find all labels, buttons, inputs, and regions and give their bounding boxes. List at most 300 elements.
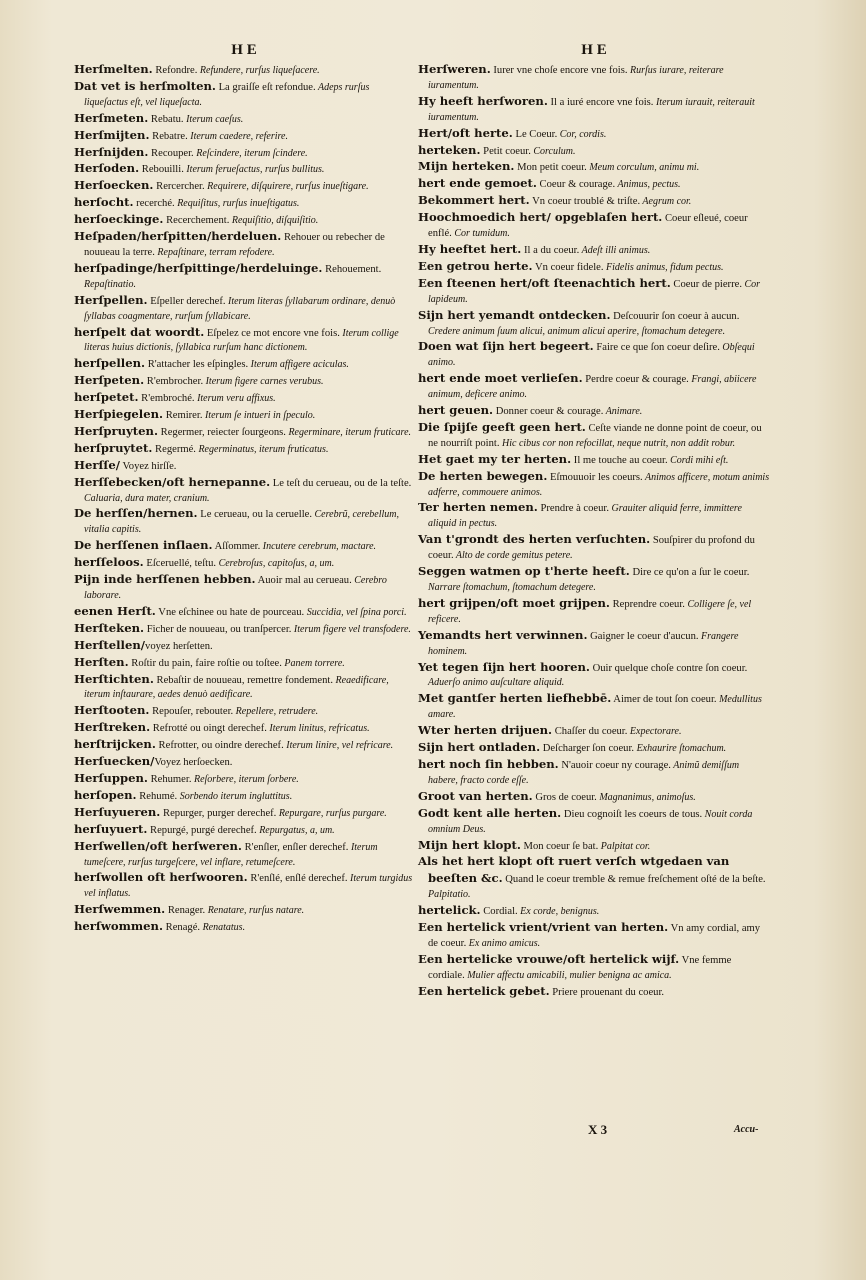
dictionary-entry: [418, 469, 770, 501]
french-gloss: Roſtir du pain, faire roſtie ou toſtee.: [128, 657, 282, 669]
dictionary-entry: [74, 390, 414, 407]
latin-gloss: Cor lapideum.: [428, 278, 761, 305]
dictionary-entry: [418, 242, 770, 259]
french-gloss: Voyez hirſſe.: [120, 460, 177, 472]
french-gloss: Coeur de pierre.: [670, 278, 742, 290]
french-gloss: Eſpeller derechef.: [147, 295, 226, 307]
latin-gloss: Animus, pectus.: [615, 179, 681, 191]
headword: De herſſenen inſlaen.: [74, 538, 213, 553]
headword: hert geuen.: [418, 403, 494, 418]
french-gloss: recerché.: [133, 198, 175, 210]
french-gloss: Vne femme cordiale.: [428, 954, 732, 981]
dictionary-entry: [418, 126, 770, 143]
headword: Een hertelick vrient/vrient van herten.: [418, 920, 669, 935]
french-gloss: voyez herſetten.: [145, 640, 213, 652]
dictionary-entry: [418, 210, 770, 242]
dictionary-entry: [418, 596, 770, 628]
french-gloss: Petit coeur.: [480, 145, 531, 157]
french-gloss: Rehouement.: [322, 263, 382, 275]
headword: Een getrou herte.: [418, 258, 533, 273]
dictionary-entry: [418, 838, 770, 855]
headword: herteken.: [418, 142, 481, 157]
french-gloss: Vne eſchinee ou hate de pourceau.: [155, 606, 305, 618]
dictionary-entry: [74, 128, 414, 145]
french-gloss: Refondre.: [152, 65, 198, 76]
dictionary-entry: [418, 452, 770, 469]
latin-gloss: Requirere, diſquirere, rurſus inueſtigare.: [204, 181, 369, 193]
latin-gloss: Meum corculum, animu mi.: [586, 162, 700, 174]
dictionary-entry: [74, 178, 414, 195]
latin-gloss: Iterum turgidus vel inflatus.: [84, 873, 413, 900]
dictionary-entry: [418, 854, 770, 903]
latin-gloss: Aegrum cor.: [640, 196, 692, 208]
french-gloss: Ouir quelque choſe contre ſon coeur.: [589, 662, 748, 674]
latin-gloss: Cerebro laborare.: [84, 575, 387, 601]
headword: Herſten.: [74, 654, 129, 669]
latin-gloss: Grauiter aliquid ferre, immittere aliquid in pectus.: [428, 503, 742, 530]
dictionary-entry: [74, 555, 414, 572]
headword: Herſpruyten.: [74, 423, 159, 438]
latin-gloss: Succidia, vel ſpina porci.: [304, 606, 407, 618]
headword: Herſſe/: [74, 457, 121, 472]
headword: Herſnijden.: [74, 144, 149, 159]
french-gloss: Reprendre coeur.: [609, 598, 685, 610]
headword: Herſſebecken/oft hernepanne.: [74, 474, 271, 489]
latin-gloss: Ex corde, benignus.: [517, 906, 600, 918]
headword: herſoeckinge.: [74, 212, 164, 227]
dictionary-entry: [74, 839, 414, 871]
french-gloss: Eſceruellé, teſtu.: [143, 558, 217, 570]
headword: Herſtichten.: [74, 671, 154, 686]
dictionary-entry: [74, 475, 414, 507]
french-gloss: Vn coeur troublé & triſte.: [529, 196, 641, 208]
dictionary-entry: [418, 143, 770, 160]
latin-gloss: Reaedificare, iterum inſtaurare, aedes denuò aedificare.: [84, 674, 389, 701]
latin-gloss: Iterum veru affixus.: [194, 393, 276, 405]
latin-gloss: Animos afficere, motum animis adferre, commouere animos.: [428, 471, 770, 498]
headword: herſpetet.: [74, 390, 139, 405]
right-column: [418, 40, 770, 1001]
headword: Herſuyueren.: [74, 804, 161, 819]
dictionary-entry: [74, 902, 414, 919]
dictionary-entry: [418, 62, 770, 94]
headword: Herſpeten.: [74, 373, 145, 388]
latin-gloss: Colligere ſe, vel reficere.: [428, 598, 752, 625]
french-gloss: Il a du coeur.: [521, 244, 580, 256]
latin-gloss: Panem torrere.: [281, 657, 345, 669]
dictionary-entry: [74, 261, 414, 293]
latin-gloss: Ex animo amicus.: [466, 937, 541, 949]
french-gloss: R'attacher les eſpingles.: [145, 359, 249, 371]
dictionary-entry: [74, 919, 414, 936]
french-gloss: Rebatre.: [149, 130, 188, 142]
headword: herſſeloos.: [74, 555, 144, 570]
headword: Een hertelicke vrouwe/oft hertelick wijf.: [418, 951, 680, 966]
headword: herſwommen.: [74, 919, 163, 934]
french-gloss: Eſmouuoir les coeurs.: [547, 471, 643, 483]
french-gloss: Aimer de tout ſon coeur.: [611, 694, 717, 706]
latin-gloss: Repellere, retrudere.: [233, 706, 319, 718]
headword: Hy heeft herſworen.: [418, 93, 548, 108]
latin-gloss: Corculum.: [530, 145, 576, 157]
dictionary-entry: [418, 259, 770, 276]
french-gloss: Rebouilli.: [139, 164, 184, 176]
dictionary-entry: [74, 161, 414, 178]
dictionary-entry: [418, 532, 770, 564]
latin-gloss: Refundere, rurſus liqueſacere.: [197, 65, 320, 76]
dictionary-entry: [74, 788, 414, 805]
latin-gloss: Animare.: [603, 406, 643, 418]
headword: Herſmijten.: [74, 127, 150, 142]
latin-gloss: Repurgatus, a, um.: [256, 824, 335, 836]
french-gloss: Voyez herſoecken.: [154, 757, 233, 769]
latin-gloss: Iterum literas ſyllabarum ordinare, denuò ſyllabas coagmentare, rurſum ſyllabicare.: [84, 295, 396, 322]
headword: Herſmeten.: [74, 110, 149, 125]
french-gloss: Rehumer.: [147, 773, 192, 785]
latin-gloss: Nouit corda omnium Deus.: [428, 808, 753, 835]
french-gloss: Vn amy cordial, amy de coeur.: [428, 923, 761, 949]
dictionary-entry: [74, 720, 414, 737]
latin-gloss: Cor tumidum.: [451, 228, 510, 240]
headword: Die ſpijſe geeft geen hert.: [418, 419, 586, 434]
latin-gloss: Renatatus.: [200, 922, 246, 934]
headword: Een ſteenen hert/oft ſteenachtich hert.: [418, 275, 671, 290]
french-gloss: Ceſte viande ne donne point de coeur, ou ne nourriſt point.: [428, 422, 762, 449]
french-gloss: Refrotter, ou oindre derechef.: [155, 740, 284, 752]
dictionary-entry: [418, 920, 770, 952]
headword: Herſwellen/oft herſweren.: [74, 838, 242, 853]
latin-gloss: Frangere hominem.: [428, 630, 739, 657]
dictionary-entry: [74, 458, 414, 475]
latin-gloss: Mulier affectu amicabili, mulier benigna ac amica.: [464, 969, 672, 981]
french-gloss: Prendre à coeur.: [537, 503, 610, 515]
french-gloss: Gaigner le coeur d'aucun.: [587, 630, 699, 642]
dictionary-entry: [74, 870, 414, 902]
dictionary-entry: [418, 806, 770, 838]
headword: eenen Herſt.: [74, 603, 156, 618]
dictionary-entry: [418, 723, 770, 740]
dictionary-entry: [418, 371, 770, 403]
latin-gloss: Incutere cerebrum, mactare.: [260, 541, 377, 553]
french-gloss: Deſcouurir ſon coeur à aucun.: [610, 310, 740, 322]
headword: Ter herten nemen.: [418, 500, 538, 515]
headword: Als het hert klopt oft ruert verſch wtgedaen van beeſten &c.: [418, 854, 730, 886]
dictionary-entry: [418, 628, 770, 660]
dictionary-entry: [418, 176, 770, 193]
headword: Doen wat ſijn hert begeert.: [418, 339, 594, 354]
signature-mark: X 3: [588, 1122, 608, 1137]
dictionary-entry: [74, 703, 414, 720]
headword: Hert/oft herte.: [418, 125, 513, 140]
dictionary-entry: [74, 638, 414, 655]
headword: herſwollen oft herſwooren.: [74, 870, 248, 885]
latin-gloss: Sorbendo iterum ingluttitus.: [177, 790, 293, 802]
dictionary-entry: [74, 805, 414, 822]
french-gloss: Ficher de nouueau, ou tranſpercer.: [144, 623, 292, 635]
french-gloss: N'auoir coeur ny courage.: [558, 759, 671, 771]
headword: Hy heeftet hert.: [418, 241, 522, 256]
dictionary-entry: [418, 757, 770, 789]
dictionary-entry: [74, 822, 414, 839]
dictionary-entry: [74, 62, 414, 79]
right-running-head: H E: [581, 42, 607, 58]
latin-gloss: Iterum affigere aciculas.: [248, 359, 349, 371]
french-gloss: R'enſlé, enſlé derechef.: [247, 873, 348, 885]
french-gloss: Aſſommer.: [212, 541, 261, 553]
headword: Van t'grondt des herten verſuchten.: [418, 532, 651, 547]
left-column: [74, 40, 414, 936]
latin-gloss: Repaſtinare, terram refodere.: [154, 246, 275, 258]
headword: hert ende moet verlieſen.: [418, 371, 583, 386]
headword: herſopen.: [74, 787, 137, 802]
latin-gloss: Magnanimus, animoſus.: [596, 791, 696, 803]
french-gloss: Mon petit coeur.: [514, 162, 587, 174]
headword: Wter herten drijuen.: [418, 723, 553, 738]
headword: Pijn inde herſſenen hebben.: [74, 572, 256, 587]
french-gloss: Remirer.: [163, 410, 203, 422]
headword: Herſteken.: [74, 620, 145, 635]
left-entries: [74, 62, 414, 936]
french-gloss: Faire ce que ſon coeur deſire.: [593, 342, 720, 354]
headword: herſpellen.: [74, 356, 146, 371]
latin-gloss: Reſcindere, iterum ſcindere.: [193, 147, 308, 159]
latin-gloss: Reſorbere, iterum ſorbere.: [191, 773, 299, 785]
latin-gloss: Iterum figere carnes verubus.: [203, 376, 324, 388]
headword: Mijn hert klopt.: [418, 837, 521, 852]
french-gloss: Le cerueau, ou la ceruelle.: [197, 509, 312, 521]
headword: Herſtreken.: [74, 720, 151, 735]
latin-gloss: Repurgare, rurſus purgare.: [276, 807, 387, 819]
dictionary-entry: [418, 740, 770, 757]
latin-gloss: Cor, cordis.: [557, 128, 607, 140]
latin-gloss: Narrare ſtomachum, ſtomachum detegere.: [428, 582, 596, 593]
headword: Herſtooten.: [74, 703, 150, 718]
dictionary-entry: [418, 564, 770, 596]
french-gloss: Dieu cognoiſt les coeurs de tous.: [561, 808, 703, 820]
french-gloss: Chaſſer du coeur.: [552, 726, 628, 738]
headword: hert grijpen/oft moet grijpen.: [418, 595, 610, 610]
latin-gloss: Iterum linire, vel refricare.: [283, 740, 394, 752]
headword: Herſwemmen.: [74, 902, 166, 917]
french-gloss: Repouſer, rebouter.: [149, 706, 234, 718]
french-gloss: Auoir mal au cerueau.: [255, 575, 352, 587]
latin-gloss: Adeſt illi animus.: [579, 244, 651, 256]
latin-gloss: Expectorare.: [627, 726, 682, 738]
latin-gloss: Iterum ſe intueri in ſpeculo.: [202, 410, 316, 422]
headword: Herſoecken.: [74, 178, 154, 193]
latin-gloss: Palpitatio.: [428, 889, 471, 901]
catchword: Accu-: [734, 1124, 759, 1135]
latin-gloss: Palpitat cor.: [598, 840, 651, 852]
french-gloss: Coeur & courage.: [536, 179, 616, 191]
latin-gloss: Credere animum ſuum alicui, animum alicui aperire, ſtomachum detegere.: [428, 325, 726, 337]
headword: hert ende gemoet.: [418, 176, 537, 191]
french-gloss: Rebatu.: [148, 113, 184, 125]
headword: Herſtellen/: [74, 637, 146, 652]
dictionary-entry: [418, 159, 770, 176]
french-gloss: Priere prouenant du coeur.: [549, 986, 665, 998]
headword: herſtrijcken.: [74, 737, 156, 752]
dictionary-entry: [74, 229, 414, 261]
dictionary-entry: [74, 195, 414, 212]
french-gloss: Rehumé.: [136, 790, 178, 802]
latin-gloss: Requiſitio, diſquiſitio.: [229, 215, 319, 227]
dictionary-entry: [74, 325, 414, 357]
dictionary-entry: [418, 420, 770, 452]
latin-gloss: Renatare, rurſus natare.: [205, 905, 305, 917]
latin-gloss: Fidelis animus, fidum pectus.: [603, 261, 724, 273]
dictionary-entry: [74, 356, 414, 373]
dictionary-entry: [418, 193, 770, 210]
french-gloss: Le Coeur.: [512, 128, 558, 140]
dictionary-entry: [74, 424, 414, 441]
french-gloss: Renagé.: [163, 922, 201, 934]
french-gloss: Deſcharger ſon coeur.: [540, 743, 635, 755]
dictionary-entry: [74, 621, 414, 638]
dictionary-entry: [74, 655, 414, 672]
french-gloss: Repurgé, purgé derechef.: [147, 824, 257, 836]
latin-gloss: Exhaurire ſtomachum.: [634, 743, 727, 755]
dictionary-entry: [74, 672, 414, 704]
dictionary-entry: [418, 952, 770, 984]
headword: herſpruytet.: [74, 440, 153, 455]
headword: Herſweren.: [418, 62, 491, 76]
french-gloss: Quand le coeur tremble & remue freſchement oſté de la beſte.: [502, 874, 766, 886]
latin-gloss: Iterum iurauit, reiterauit iuramentum.: [428, 96, 755, 123]
dictionary-entry: [418, 500, 770, 532]
latin-gloss: Obſequi animo.: [428, 342, 755, 369]
french-gloss: Rercercher.: [153, 181, 205, 193]
dictionary-entry: [74, 79, 414, 111]
french-gloss: R'embrocher.: [144, 376, 204, 388]
headword: herſpadinge/herſpittinge/herdeluinge.: [74, 260, 323, 275]
dictionary-entry: [418, 308, 770, 340]
headword: hert noch ſin hebben.: [418, 756, 559, 771]
headword: herſocht.: [74, 195, 134, 210]
dictionary-entry: [418, 94, 770, 126]
latin-gloss: Frangi, abiicere animum, deficere animo.: [428, 374, 757, 401]
french-gloss: Souſpirer du profond du coeur.: [428, 535, 755, 562]
headword: herſuyuert.: [74, 821, 148, 836]
french-gloss: Eſpelez ce mot encore vne fois.: [204, 327, 340, 339]
headword: Sijn hert ontladen.: [418, 740, 541, 755]
headword: Yemandts hert verwinnen.: [418, 627, 588, 642]
latin-gloss: Rurſus iurare, reiterare iuramentum.: [428, 65, 724, 91]
dictionary-entry: [418, 276, 770, 308]
headword: Herſuppen.: [74, 770, 148, 785]
dictionary-entry: [74, 538, 414, 555]
headword: De herten bewegen.: [418, 468, 548, 483]
left-running-head: H E: [231, 42, 257, 58]
french-gloss: Gros de coeur.: [532, 791, 597, 803]
french-gloss: Coeur eſleué, coeur enflé.: [428, 213, 748, 240]
latin-gloss: Iterum ferueſactus, rurſus bullitus.: [183, 164, 325, 176]
headword: Dat vet is herſmolten.: [74, 78, 216, 93]
french-gloss: Il me touche au coeur.: [571, 454, 668, 466]
headword: Herſuecken/: [74, 754, 155, 769]
dictionary-entry: [418, 403, 770, 420]
headword: Heſpaden/herſpitten/herdeluen.: [74, 229, 282, 244]
latin-gloss: Iterum figere vel transfodere.: [291, 623, 411, 635]
french-gloss: Regermer, reiecter ſourgeons.: [158, 426, 286, 438]
headword: Het gaet my ter herten.: [418, 451, 572, 466]
latin-gloss: Iterum linitus, refricatus.: [266, 723, 370, 735]
dictionary-entry: [74, 506, 414, 538]
dictionary-entry: [74, 604, 414, 621]
latin-gloss: Iterum caeſus.: [183, 113, 244, 125]
headword: Mijn herteken.: [418, 159, 515, 174]
latin-gloss: Medullitus amare.: [428, 694, 762, 721]
headword: Hoochmoedich hert/ opgeblaſen hert.: [418, 210, 663, 225]
french-gloss: Il a iuré encore vne fois.: [547, 96, 654, 108]
latin-gloss: Cerebroſus, capitoſus, a, um.: [216, 558, 335, 570]
latin-gloss: Adeps rurſus liqueſactus eſt, vel liqueſacta.: [84, 81, 370, 108]
headword: herſpelt dat woordt.: [74, 324, 205, 339]
french-gloss: Perdre coeur & courage.: [582, 374, 689, 386]
dictionary-entry: [74, 407, 414, 424]
french-gloss: Rehouer ou rebecher de nouueau la terre.: [84, 232, 385, 258]
french-gloss: Recouper.: [148, 147, 194, 159]
latin-gloss: Animũ demiſſum habere, fracto corde eſſe.: [428, 759, 740, 786]
dictionary-entry: [418, 789, 770, 806]
headword: De herſſen/hernen.: [74, 506, 198, 521]
latin-gloss: Iterum caedere, referire.: [187, 130, 288, 142]
latin-gloss: Alto de corde gemitus petere.: [453, 550, 573, 562]
french-gloss: Mon coeur ſe bat.: [520, 840, 599, 852]
headword: Herſoden.: [74, 161, 140, 176]
latin-gloss: Cordi mihi eſt.: [667, 454, 729, 466]
latin-gloss: Caluaria, dura mater, cranium.: [84, 492, 210, 504]
dictionary-entry: [418, 339, 770, 371]
french-gloss: Vn coeur fidele.: [532, 261, 604, 273]
dictionary-entry: [74, 293, 414, 325]
headword: Seggen watmen op t'herte heeft.: [418, 564, 630, 579]
headword: Herſmelten.: [74, 62, 153, 76]
french-gloss: Iurer vne choſe encore vne fois.: [490, 65, 628, 76]
latin-gloss: Aduerſo animo auſcultare aliquid.: [428, 677, 565, 689]
headword: Een hertelick gebet.: [418, 983, 550, 998]
dictionary-entry: [74, 754, 414, 771]
dictionary-entry: [418, 903, 770, 920]
right-entries: [418, 62, 770, 1001]
french-gloss: R'embroché.: [138, 393, 195, 405]
dictionary-entry: [418, 660, 770, 692]
headword: Herſpellen.: [74, 292, 148, 307]
dictionary-entry: [74, 212, 414, 229]
french-gloss: Le teſt du cerueau, ou de la teſte.: [270, 477, 412, 489]
dictionary-entry: [74, 111, 414, 128]
headword: Godt kent alle herten.: [418, 805, 562, 820]
latin-gloss: Hic cibus cor non refocillat, neque nutrit, non addit robur.: [499, 437, 736, 449]
latin-gloss: Regerminare, iterum fruticare.: [285, 426, 412, 438]
latin-gloss: Cerebrũ, cerebellum, vitalia capitis.: [84, 509, 400, 536]
french-gloss: Cordial.: [480, 906, 518, 918]
french-gloss: Recerchement.: [163, 215, 230, 227]
headword: hertelick.: [418, 903, 481, 918]
french-gloss: Donner coeur & courage.: [493, 406, 604, 418]
headword: Met gantſer herten liefhebbē.: [418, 691, 612, 706]
headword: Yet tegen ſijn hert hooren.: [418, 659, 590, 674]
dictionary-entry: [74, 441, 414, 458]
dictionary-entry: [74, 572, 414, 604]
latin-gloss: Requiſitus, rurſus inueſtigatus.: [174, 198, 300, 210]
latin-gloss: Iterum collige literas huius dictionis, ſyllabica rurſum hanc dictionem.: [84, 327, 399, 354]
french-gloss: Refrotté ou oingt derechef.: [150, 723, 267, 735]
french-gloss: Rebaſtir de nouueau, remettre fondement.: [153, 674, 334, 686]
french-gloss: R'enſler, enſler derechef.: [241, 841, 349, 853]
french-gloss: Repurger, purger derechef.: [160, 807, 277, 819]
french-gloss: Regermé.: [152, 443, 196, 455]
